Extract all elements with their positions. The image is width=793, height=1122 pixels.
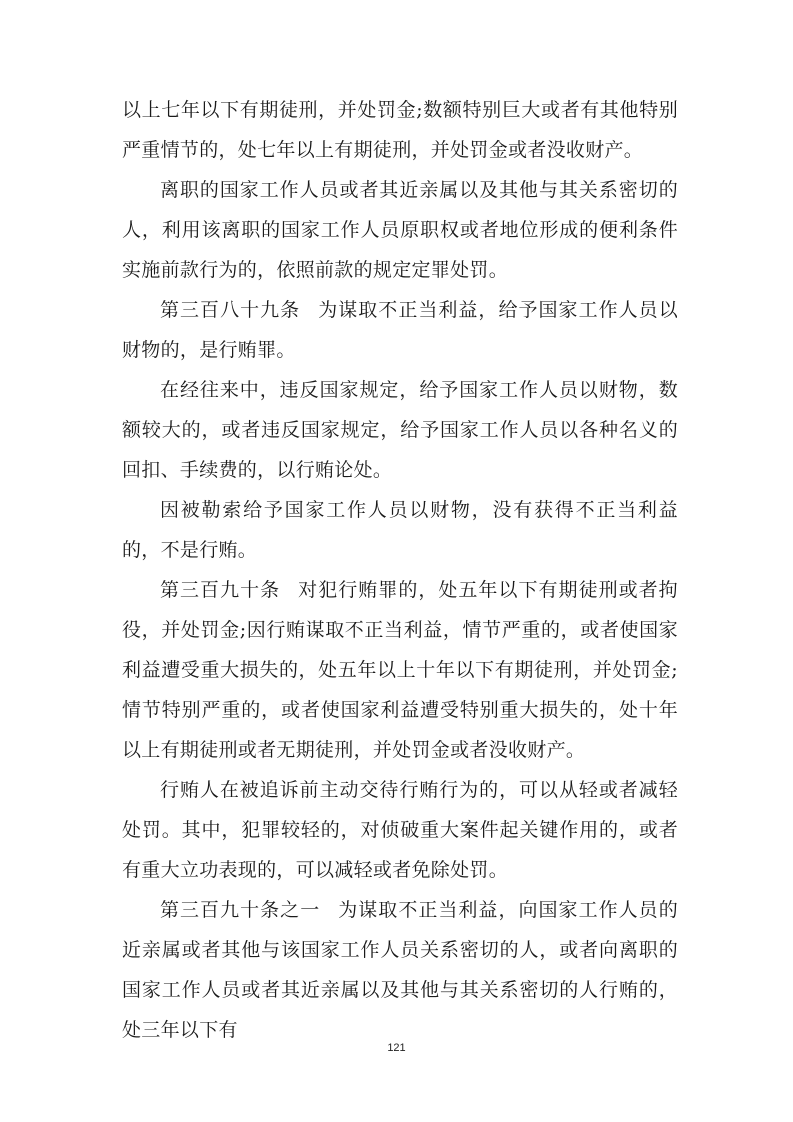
paragraph-text: 因被勒索给予国家工作人员以财物，没有获得不正当利益的，不是行贿。 (122, 499, 678, 561)
paragraph-5 (122, 490, 678, 570)
paragraph-1 (122, 90, 678, 170)
paragraph-text: 离职的国家工作人员或者其近亲属以及其他与其关系密切的人，利用该离职的国家工作人员原职权或者地位形成的便利条件实施前款行为的，依照前款的规定定罪处罚。 (122, 179, 678, 281)
paragraph-text: 行贿人在被追诉前主动交待行贿行为的，可以从轻或者减轻处罚。其中，犯罪较轻的，对侦破重大案件起关键作用的，或者有重大立功表现的，可以减轻或者免除处罚。 (122, 779, 678, 881)
paragraph-article-389 (122, 290, 678, 370)
paragraph-text: 以上七年以下有期徒刑，并处罚金;数额特别巨大或者有其他特别严重情节的，处七年以上有期徒刑，并处罚金或者没收财产。 (122, 99, 678, 161)
paragraph-text: 为谋取不正当利益，给予国家工作人员以财物的，是行贿罪。 (122, 299, 678, 361)
paragraph-article-390 (122, 570, 678, 770)
paragraph-article-390-1 (122, 890, 678, 1050)
article-number: 第三百九十条 (160, 579, 281, 601)
paragraph-2 (122, 170, 678, 290)
page-number: 121 (387, 1042, 406, 1054)
document-body (122, 90, 678, 1050)
article-number: 第三百八十九条 (160, 299, 301, 321)
paragraph-7 (122, 770, 678, 890)
paragraph-text: 在经往来中，违反国家规定，给予国家工作人员以财物，数额较大的，或者违反国家规定，给予国家工作人员以各种名义的回扣、手续费的，以行贿论处。 (122, 379, 678, 481)
paragraph-4 (122, 370, 678, 490)
paragraph-text: 为谋取不正当利益，向国家工作人员的近亲属或者其他与该国家工作人员关系密切的人，或者向离职的国家工作人员或者其近亲属以及其他与其关系密切的人行贿的，处三年以下有 (122, 899, 678, 1041)
article-number: 第三百九十条之一 (160, 899, 321, 921)
paragraph-text: 对犯行贿罪的，处五年以下有期徒刑或者拘役，并处罚金;因行贿谋取不正当利益，情节严重的，或者使国家利益遭受重大损失的，处五年以上十年以下有期徒刑，并处罚金;情节特别严重的，或者使国家利益遭受特别重大损失的，处十年以上有期徒刑或者无期徒刑，并处罚金或者没收财产。 (122, 579, 678, 761)
